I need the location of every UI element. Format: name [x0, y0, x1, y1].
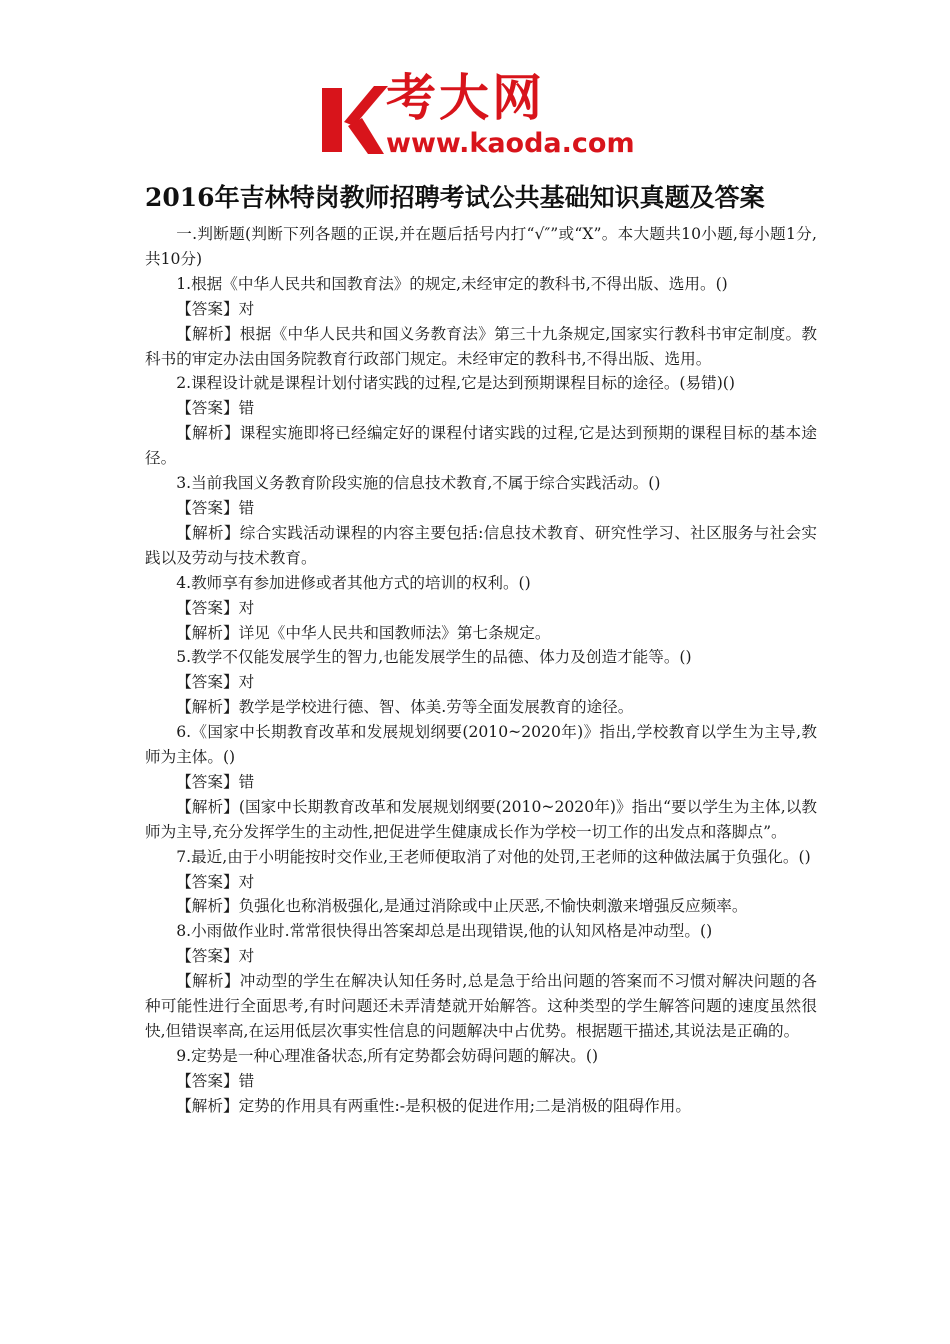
k-logo-icon — [318, 82, 388, 158]
answer: 【答案】对 — [176, 673, 255, 692]
question: 1.根据《中华人民共和国教育法》的规定,未经审定的教科书,不得出版、选用。() — [176, 274, 728, 293]
explanation: 【解析】教学是学校进行德、智、体美.劳等全面发展教育的途径。 — [176, 698, 634, 717]
explanation: 【解析】负强化也称消极强化,是通过消除或中止厌恶,不愉快刺激来增强反应频率。 — [176, 897, 748, 916]
logo-url-text: www.kaoda.com — [386, 128, 635, 159]
answer: 【答案】对 — [176, 947, 255, 966]
page-title: 2016年吉林特岗教师招聘考试公共基础知识真题及答案 — [145, 183, 765, 212]
document-body — [145, 222, 817, 1119]
explanation: 【解析】根据《中华人民共和国义务教育法》第三十九条规定,国家实行教科书审定制度。教科书的审定办法由国务院教育行政部门规定。未经审定的教科书,不得出版、选用。 — [145, 324, 817, 368]
question: 8.小雨做作业时.常常很快得出答案却总是出现错误,他的认知风格是冲动型。() — [176, 922, 713, 941]
question: 4.教师享有参加进修或者其他方式的培训的权利。() — [176, 573, 531, 592]
explanation: 【解析】(国家中长期教育改革和发展规划纲要(2010~2020年)》指出“要以学生为主体,以教师为主导,充分发挥学生的主动性,把促进学生健康成长作为学校一切工作的出发点和落脚点”。 — [145, 797, 817, 841]
answer: 【答案】对 — [176, 598, 255, 617]
explanation: 【解析】综合实践活动课程的内容主要包括:信息技术教育、研究性学习、社区服务与社会实践以及劳动与技术教育。 — [145, 523, 817, 567]
answer: 【答案】错 — [176, 772, 255, 791]
answer: 【答案】错 — [176, 498, 255, 517]
question: 5.教学不仅能发展学生的智力,也能发展学生的品德、体力及创造才能等。() — [176, 648, 692, 667]
explanation: 【解析】详见《中华人民共和国教师法》第七条规定。 — [176, 623, 551, 642]
question: 7.最近,由于小明能按时交作业,王老师便取消了对他的处罚,王老师的这种做法属于负强化。() — [176, 847, 811, 866]
explanation: 【解析】定势的作用具有两重性:-是积极的促进作用;二是消极的阻碍作用。 — [176, 1096, 691, 1115]
section-heading: 一.判断题(判断下列各题的正误,并在题后括号内打“√″”或“X”。本大题共10小题,每小题1分,共10分) — [145, 225, 817, 268]
question: 2.课程设计就是课程计划付诸实践的过程,它是达到预期课程目标的途径。(易错)() — [176, 374, 735, 393]
answer: 【答案】对 — [176, 872, 255, 891]
question: 9.定势是一种心理准备状态,所有定势都会妨碍问题的解决。() — [176, 1046, 599, 1065]
question: 6.《国家中长期教育改革和发展规划纲要(2010~2020年)》指出,学校教育以学生为主导,教师为主体。() — [145, 723, 817, 767]
answer: 【答案】对 — [176, 299, 255, 318]
logo-chinese-text: 考大网 — [386, 69, 545, 127]
explanation: 【解析】课程实施即将已经编定好的课程付诸实践的过程,它是达到预期的课程目标的基本途径。 — [145, 424, 817, 468]
explanation: 【解析】冲动型的学生在解决认知任务时,总是急于给出问题的答案而不习惯对解决问题的各种可能性进行全面思考,有时问题还未弄清楚就开始解答。这种类型的学生解答问题的速度虽然很快,但错误率高,在运用低层次事实性信息的问题解决中占优势。根据题干描述,其说法是正确的。 — [145, 972, 817, 1040]
question: 3.当前我国义务教育阶段实施的信息技术教育,不属于综合实践活动。() — [176, 474, 661, 493]
answer: 【答案】错 — [176, 399, 255, 418]
answer: 【答案】错 — [176, 1071, 255, 1090]
kaoda-logo — [318, 69, 648, 164]
